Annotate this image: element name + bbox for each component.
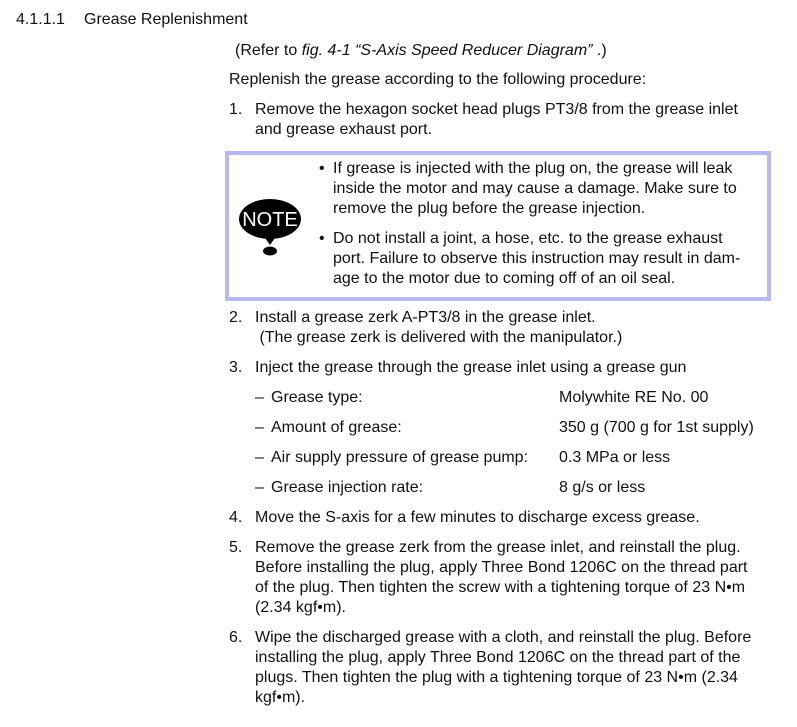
reference-fig: fig. 4-1: [301, 42, 351, 59]
spec-row-pressure: [255, 448, 528, 468]
step-line: plugs. Then tighten the plug with a tightening torque of 23 N•m (2.34: [255, 669, 738, 686]
note-line: remove the plug before the grease injection.: [333, 200, 646, 217]
spec-label: Air supply pressure of grease pump:: [271, 449, 529, 466]
step-2: [229, 308, 774, 348]
bullet: •: [319, 160, 325, 177]
note-item-1: [319, 159, 759, 219]
note-icon: [237, 197, 303, 257]
step-number: 4.: [229, 509, 243, 526]
step-line: (2.34 kgf•m).: [255, 599, 346, 616]
note-line: Do not install a joint, a hose, etc. to the grease exhaust: [333, 230, 723, 247]
step-line: Remove the hexagon socket head plugs PT3/8 from the grease inlet: [255, 101, 738, 118]
step-number: 2.: [229, 309, 243, 326]
step-line: Before installing the plug, apply Three Bond 1206C on the thread part: [255, 559, 748, 576]
bullet: •: [319, 230, 325, 247]
note-item-2: [319, 229, 759, 289]
note-line: If grease is injected with the plug on, the grease will leak: [333, 160, 733, 177]
note-label: NOTE: [242, 209, 298, 231]
reference-prefix: (Refer to: [235, 42, 302, 59]
figure-reference: [235, 41, 607, 61]
note-line: inside the motor and may cause a damage. Make sure to: [333, 180, 737, 197]
step-line: Install a grease zerk A-PT3/8 in the grease inlet.: [255, 309, 596, 326]
spec-value: 0.3 MPa or less: [559, 449, 671, 466]
section-number: 4.1.1.1: [16, 11, 65, 28]
spec-value: Molywhite RE No. 00: [559, 389, 709, 406]
section-heading: [16, 10, 248, 30]
step-number: 5.: [229, 539, 243, 556]
step-line: (The grease zerk is delivered with the manipulator.): [255, 329, 623, 346]
step-line: Inject the grease through the grease inlet using a grease gun: [255, 359, 687, 376]
step-5: [229, 538, 774, 618]
dash: –: [255, 419, 264, 436]
dash: –: [255, 389, 264, 406]
step-number: 3.: [229, 359, 243, 376]
reference-suffix: .): [592, 42, 607, 59]
dash: –: [255, 449, 264, 466]
step-4: [229, 508, 774, 528]
step-number: 1.: [229, 101, 243, 118]
step-line: kgf•m).: [255, 689, 306, 706]
step-1: [229, 100, 774, 140]
note-box: [225, 151, 771, 301]
spec-row-amount: [255, 418, 402, 438]
reference-title: “S-Axis Speed Reducer Diagram”: [355, 42, 593, 59]
spec-row-rate: [255, 478, 423, 498]
spec-label: Amount of grease:: [271, 419, 402, 436]
step-line: Remove the grease zerk from the grease inlet, and reinstall the plug.: [255, 539, 741, 556]
step-number: 6.: [229, 629, 243, 646]
note-line: age to the motor due to coming off of an oil seal.: [333, 270, 676, 287]
step-line: and grease exhaust port.: [255, 121, 433, 138]
spec-value: 350 g (700 g for 1st supply): [559, 419, 754, 436]
spec-row-grease-type: [255, 388, 363, 408]
dash: –: [255, 479, 264, 496]
spec-label: Grease injection rate:: [271, 479, 424, 496]
step-3: [229, 358, 774, 378]
note-line: port. Failure to observe this instruction may result in dam-: [333, 250, 741, 267]
step-line: of the plug. Then tighten the screw with a tightening torque of 23 N•m: [255, 579, 746, 596]
intro-text: Replenish the grease according to the following procedure:: [229, 71, 647, 88]
spec-value: 8 g/s or less: [559, 479, 646, 496]
step-line: installing the plug, apply Three Bond 1206C on the thread part of the: [255, 649, 741, 666]
spec-label: Grease type:: [271, 389, 363, 406]
section-title: Grease Replenishment: [84, 11, 248, 28]
step-6: [229, 628, 774, 708]
step-line: Move the S-axis for a few minutes to discharge excess grease.: [255, 509, 700, 526]
step-line: Wipe the discharged grease with a cloth, and reinstall the plug. Before: [255, 629, 752, 646]
